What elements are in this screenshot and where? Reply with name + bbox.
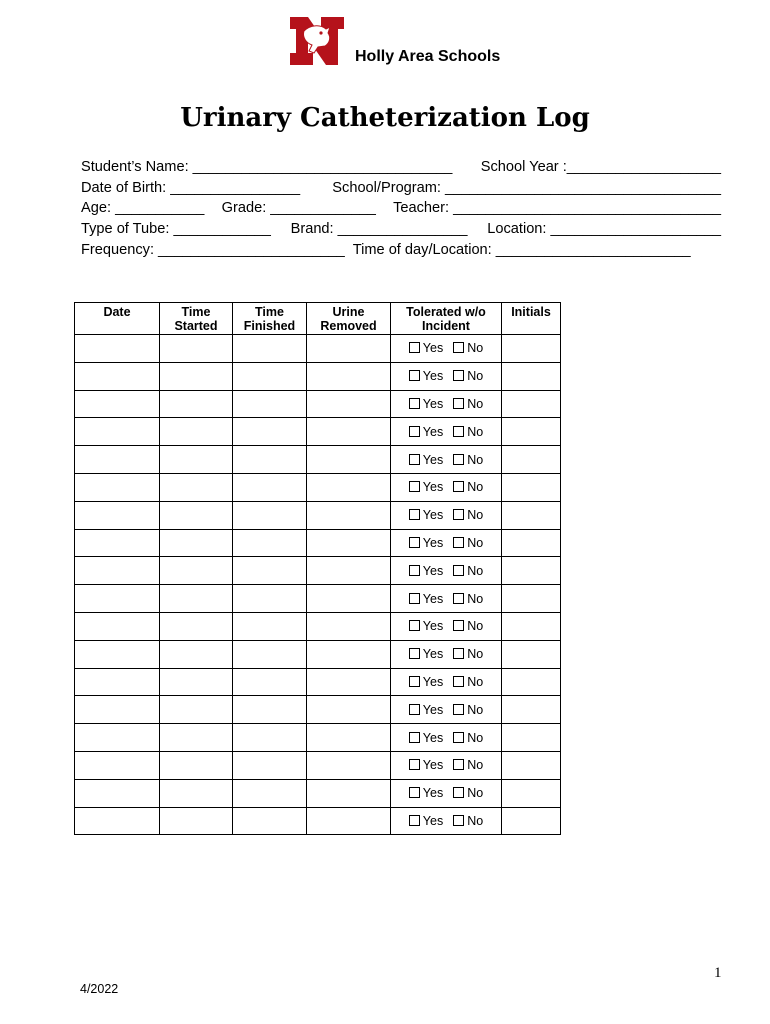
info-line-4 [81,219,721,240]
info-line-3 [81,198,721,219]
yes-label: Yes [422,480,444,495]
tolerated-cell[interactable] [391,640,502,668]
time-started-cell[interactable] [160,557,233,585]
footer-date: 4/2022 [80,982,119,996]
initials-cell[interactable] [502,751,561,779]
no-option[interactable] [453,369,483,383]
yes-label: Yes [422,813,444,828]
checkbox-icon[interactable] [453,481,464,492]
checkbox-icon[interactable] [453,593,464,604]
checkbox-icon[interactable] [453,537,464,548]
checkbox-icon[interactable] [409,787,420,798]
tolerated-cell[interactable] [391,418,502,446]
yes-label: Yes [422,452,444,467]
checkbox-icon[interactable] [453,565,464,576]
no-option[interactable] [453,453,483,467]
no-option[interactable] [453,397,483,411]
time-started-cell[interactable] [160,529,233,557]
initials-cell[interactable] [502,585,561,613]
yes-option[interactable] [409,369,443,383]
initials-cell[interactable] [502,446,561,474]
frequency-field[interactable]: Frequency: _______________________ [81,241,345,258]
urine-removed-cell[interactable] [307,585,391,613]
urine-removed-cell[interactable] [307,807,391,835]
urine-removed-cell[interactable] [307,473,391,501]
initials-cell[interactable] [502,473,561,501]
time-finished-cell[interactable] [233,362,307,390]
date-cell[interactable] [75,446,160,474]
date-cell[interactable] [75,557,160,585]
tolerated-cell[interactable] [391,362,502,390]
urine-removed-cell[interactable] [307,362,391,390]
time-finished-cell[interactable] [233,696,307,724]
school-program-field[interactable]: School/Program: __________________________________ [332,179,721,196]
grade-field[interactable]: Grade: _____________ [221,200,376,217]
time-started-cell[interactable] [160,446,233,474]
checkbox-icon[interactable] [453,648,464,659]
school-name: Holly Area Schools [355,48,501,65]
date-cell[interactable] [75,335,160,363]
table-row [75,418,561,446]
brand-field[interactable]: Brand: ________________ [290,221,468,238]
initials-cell[interactable] [502,557,561,585]
urine-removed-cell[interactable] [307,446,391,474]
yes-option[interactable] [409,786,443,800]
tolerated-cell[interactable] [391,529,502,557]
urine-removed-cell[interactable] [307,779,391,807]
checkbox-icon[interactable] [409,342,420,353]
checkbox-icon[interactable] [409,676,420,687]
no-label: No [467,480,484,495]
yes-option[interactable] [409,814,443,828]
tolerated-cell[interactable] [391,668,502,696]
checkbox-icon[interactable] [409,593,420,604]
checkbox-icon[interactable] [453,509,464,520]
no-option[interactable] [453,592,483,606]
date-cell[interactable] [75,585,160,613]
no-label: No [467,758,484,773]
catheterization-log-table [74,302,561,835]
checkbox-icon[interactable] [409,732,420,743]
time-started-cell[interactable] [160,612,233,640]
initials-cell[interactable] [502,724,561,752]
checkbox-icon[interactable] [409,398,420,409]
no-option[interactable] [453,536,483,550]
time-finished-cell[interactable] [233,724,307,752]
yes-option[interactable] [409,425,443,439]
no-option[interactable] [453,703,483,717]
time-finished-cell[interactable] [233,335,307,363]
yes-option[interactable] [409,397,443,411]
urine-removed-cell[interactable] [307,612,391,640]
yes-option[interactable] [409,564,443,578]
time-started-cell[interactable] [160,751,233,779]
no-label: No [467,619,484,634]
no-label: No [467,786,484,801]
checkbox-icon[interactable] [409,509,420,520]
time-started-cell[interactable] [160,473,233,501]
yes-label: Yes [422,396,444,411]
no-label: No [467,341,484,356]
tolerated-cell[interactable] [391,446,502,474]
no-option[interactable] [453,564,483,578]
no-label: No [467,647,484,662]
student-info-section [81,157,721,260]
date-cell[interactable] [75,362,160,390]
time-started-cell[interactable] [160,418,233,446]
time-finished-cell[interactable] [233,779,307,807]
date-cell[interactable] [75,390,160,418]
tolerated-cell[interactable] [391,696,502,724]
time-finished-cell[interactable] [233,640,307,668]
checkbox-icon[interactable] [409,648,420,659]
no-option[interactable] [453,480,483,494]
yes-label: Yes [422,758,444,773]
yes-label: Yes [422,647,444,662]
time-finished-cell[interactable] [233,418,307,446]
initials-cell[interactable] [502,612,561,640]
initials-cell[interactable] [502,529,561,557]
checkbox-icon[interactable] [409,481,420,492]
tolerated-cell[interactable] [391,557,502,585]
checkbox-icon[interactable] [453,342,464,353]
yes-label: Yes [422,424,444,439]
header-tolerated: Tolerated w/o Incident [391,303,502,335]
info-line-5 [81,240,721,261]
time-started-cell[interactable] [160,779,233,807]
yes-option[interactable] [409,647,443,661]
initials-cell[interactable] [502,501,561,529]
urine-removed-cell[interactable] [307,529,391,557]
date-cell[interactable] [75,696,160,724]
checkbox-icon[interactable] [409,759,420,770]
table-header-row [75,303,561,335]
date-cell[interactable] [75,501,160,529]
date-cell[interactable] [75,529,160,557]
no-label: No [467,563,484,578]
table-row [75,724,561,752]
checkbox-icon[interactable] [409,370,420,381]
date-cell[interactable] [75,418,160,446]
table-row [75,335,561,363]
table-row [75,362,561,390]
time-finished-cell[interactable] [233,557,307,585]
time-started-cell[interactable] [160,501,233,529]
table-row [75,529,561,557]
checkbox-icon[interactable] [453,815,464,826]
checkbox-icon[interactable] [453,676,464,687]
time-finished-cell[interactable] [233,751,307,779]
table-row [75,557,561,585]
yes-option[interactable] [409,619,443,633]
info-line-1 [81,157,721,178]
checkbox-icon[interactable] [409,454,420,465]
date-cell[interactable] [75,751,160,779]
page-number: 1 [714,965,722,981]
date-cell[interactable] [75,807,160,835]
time-finished-cell[interactable] [233,807,307,835]
urine-removed-cell[interactable] [307,390,391,418]
no-label: No [467,591,484,606]
no-option[interactable] [453,758,483,772]
table-row [75,640,561,668]
teacher-field[interactable]: Teacher: _________________________________ [393,200,721,217]
yes-option[interactable] [409,758,443,772]
tolerated-cell[interactable] [391,585,502,613]
time-finished-cell[interactable] [233,585,307,613]
yes-option[interactable] [409,703,443,717]
checkbox-icon[interactable] [453,704,464,715]
yes-label: Yes [422,591,444,606]
checkbox-icon[interactable] [453,454,464,465]
initials-cell[interactable] [502,418,561,446]
info-line-2 [81,178,721,199]
yes-option[interactable] [409,480,443,494]
no-label: No [467,813,484,828]
checkbox-icon[interactable] [453,787,464,798]
yes-option[interactable] [409,675,443,689]
urine-removed-cell[interactable] [307,418,391,446]
checkbox-icon[interactable] [409,704,420,715]
checkbox-icon[interactable] [409,426,420,437]
initials-cell[interactable] [502,668,561,696]
time-of-day-location-field[interactable]: Time of day/Location: ________________________ [352,241,691,258]
no-option[interactable] [453,425,483,439]
no-label: No [467,730,484,745]
no-label: No [467,396,484,411]
time-started-cell[interactable] [160,390,233,418]
initials-cell[interactable] [502,807,561,835]
urine-removed-cell[interactable] [307,501,391,529]
checkbox-icon[interactable] [453,426,464,437]
no-option[interactable] [453,341,483,355]
time-finished-cell[interactable] [233,446,307,474]
header-date: Date [75,303,160,335]
date-cell[interactable] [75,473,160,501]
yes-label: Yes [422,563,444,578]
no-label: No [467,702,484,717]
tolerated-cell[interactable] [391,612,502,640]
checkbox-icon[interactable] [453,732,464,743]
date-cell[interactable] [75,612,160,640]
table-row [75,779,561,807]
urine-removed-cell[interactable] [307,751,391,779]
yes-option[interactable] [409,453,443,467]
time-finished-cell[interactable] [233,501,307,529]
time-started-cell[interactable] [160,696,233,724]
checkbox-icon[interactable] [453,759,464,770]
initials-cell[interactable] [502,362,561,390]
no-label: No [467,369,484,384]
tolerated-cell[interactable] [391,335,502,363]
time-started-cell[interactable] [160,585,233,613]
header-urine-removed: Urine Removed [307,303,391,335]
no-option[interactable] [453,647,483,661]
time-started-cell[interactable] [160,724,233,752]
table-row [75,807,561,835]
yes-label: Yes [422,786,444,801]
tolerated-cell[interactable] [391,390,502,418]
tolerated-cell[interactable] [391,501,502,529]
date-cell[interactable] [75,724,160,752]
initials-cell[interactable] [502,335,561,363]
tolerated-cell[interactable] [391,807,502,835]
no-option[interactable] [453,786,483,800]
table-row [75,612,561,640]
no-label: No [467,674,484,689]
table-row [75,668,561,696]
tolerated-cell[interactable] [391,724,502,752]
no-option[interactable] [453,814,483,828]
yes-option[interactable] [409,536,443,550]
checkbox-icon[interactable] [409,815,420,826]
no-label: No [467,452,484,467]
time-finished-cell[interactable] [233,612,307,640]
time-started-cell[interactable] [160,362,233,390]
table-row [75,585,561,613]
urine-removed-cell[interactable] [307,696,391,724]
yes-label: Yes [422,341,444,356]
urine-removed-cell[interactable] [307,668,391,696]
no-option[interactable] [453,508,483,522]
no-label: No [467,535,484,550]
yes-label: Yes [422,535,444,550]
date-cell[interactable] [75,779,160,807]
yes-label: Yes [422,674,444,689]
time-started-cell[interactable] [160,640,233,668]
yes-label: Yes [422,619,444,634]
time-finished-cell[interactable] [233,473,307,501]
time-started-cell[interactable] [160,668,233,696]
checkbox-icon[interactable] [409,537,420,548]
yes-option[interactable] [409,592,443,606]
urine-removed-cell[interactable] [307,557,391,585]
page-title: Urinary Catheterization Log [180,103,590,133]
tolerated-cell[interactable] [391,779,502,807]
table-row [75,390,561,418]
tolerated-cell[interactable] [391,473,502,501]
header-time-started: Time Started [160,303,233,335]
time-finished-cell[interactable] [233,529,307,557]
school-logo-icon [290,17,344,65]
urine-removed-cell[interactable] [307,640,391,668]
no-label: No [467,508,484,523]
urine-removed-cell[interactable] [307,335,391,363]
tolerated-cell[interactable] [391,751,502,779]
date-cell[interactable] [75,668,160,696]
no-option[interactable] [453,619,483,633]
time-finished-cell[interactable] [233,668,307,696]
no-option[interactable] [453,675,483,689]
location-field[interactable]: Location: _____________________ [487,221,721,238]
yes-option[interactable] [409,731,443,745]
yes-option[interactable] [409,508,443,522]
initials-cell[interactable] [502,640,561,668]
date-of-birth-field[interactable]: Date of Birth: ________________ [81,179,301,196]
yes-label: Yes [422,369,444,384]
initials-cell[interactable] [502,390,561,418]
checkbox-icon[interactable] [453,370,464,381]
type-of-tube-field[interactable]: Type of Tube: ____________ [81,221,271,238]
initials-cell[interactable] [502,696,561,724]
yes-label: Yes [422,702,444,717]
checkbox-icon[interactable] [453,398,464,409]
initials-cell[interactable] [502,779,561,807]
table-row [75,501,561,529]
time-started-cell[interactable] [160,807,233,835]
urine-removed-cell[interactable] [307,724,391,752]
yes-option[interactable] [409,341,443,355]
yes-label: Yes [422,508,444,523]
age-field[interactable]: Age: ___________ [81,200,205,217]
table-row [75,696,561,724]
no-option[interactable] [453,731,483,745]
yes-label: Yes [422,730,444,745]
checkbox-icon[interactable] [453,620,464,631]
time-finished-cell[interactable] [233,390,307,418]
no-label: No [467,424,484,439]
students-name-field[interactable]: Student’s Name: ________________________________ [81,159,453,175]
time-started-cell[interactable] [160,335,233,363]
table-row [75,751,561,779]
checkbox-icon[interactable] [409,620,420,631]
checkbox-icon[interactable] [409,565,420,576]
header-time-finished: Time Finished [233,303,307,335]
table-row [75,473,561,501]
header-initials: Initials [502,303,561,335]
table-row [75,446,561,474]
school-year-field[interactable]: School Year :___________________ [480,159,721,175]
date-cell[interactable] [75,640,160,668]
